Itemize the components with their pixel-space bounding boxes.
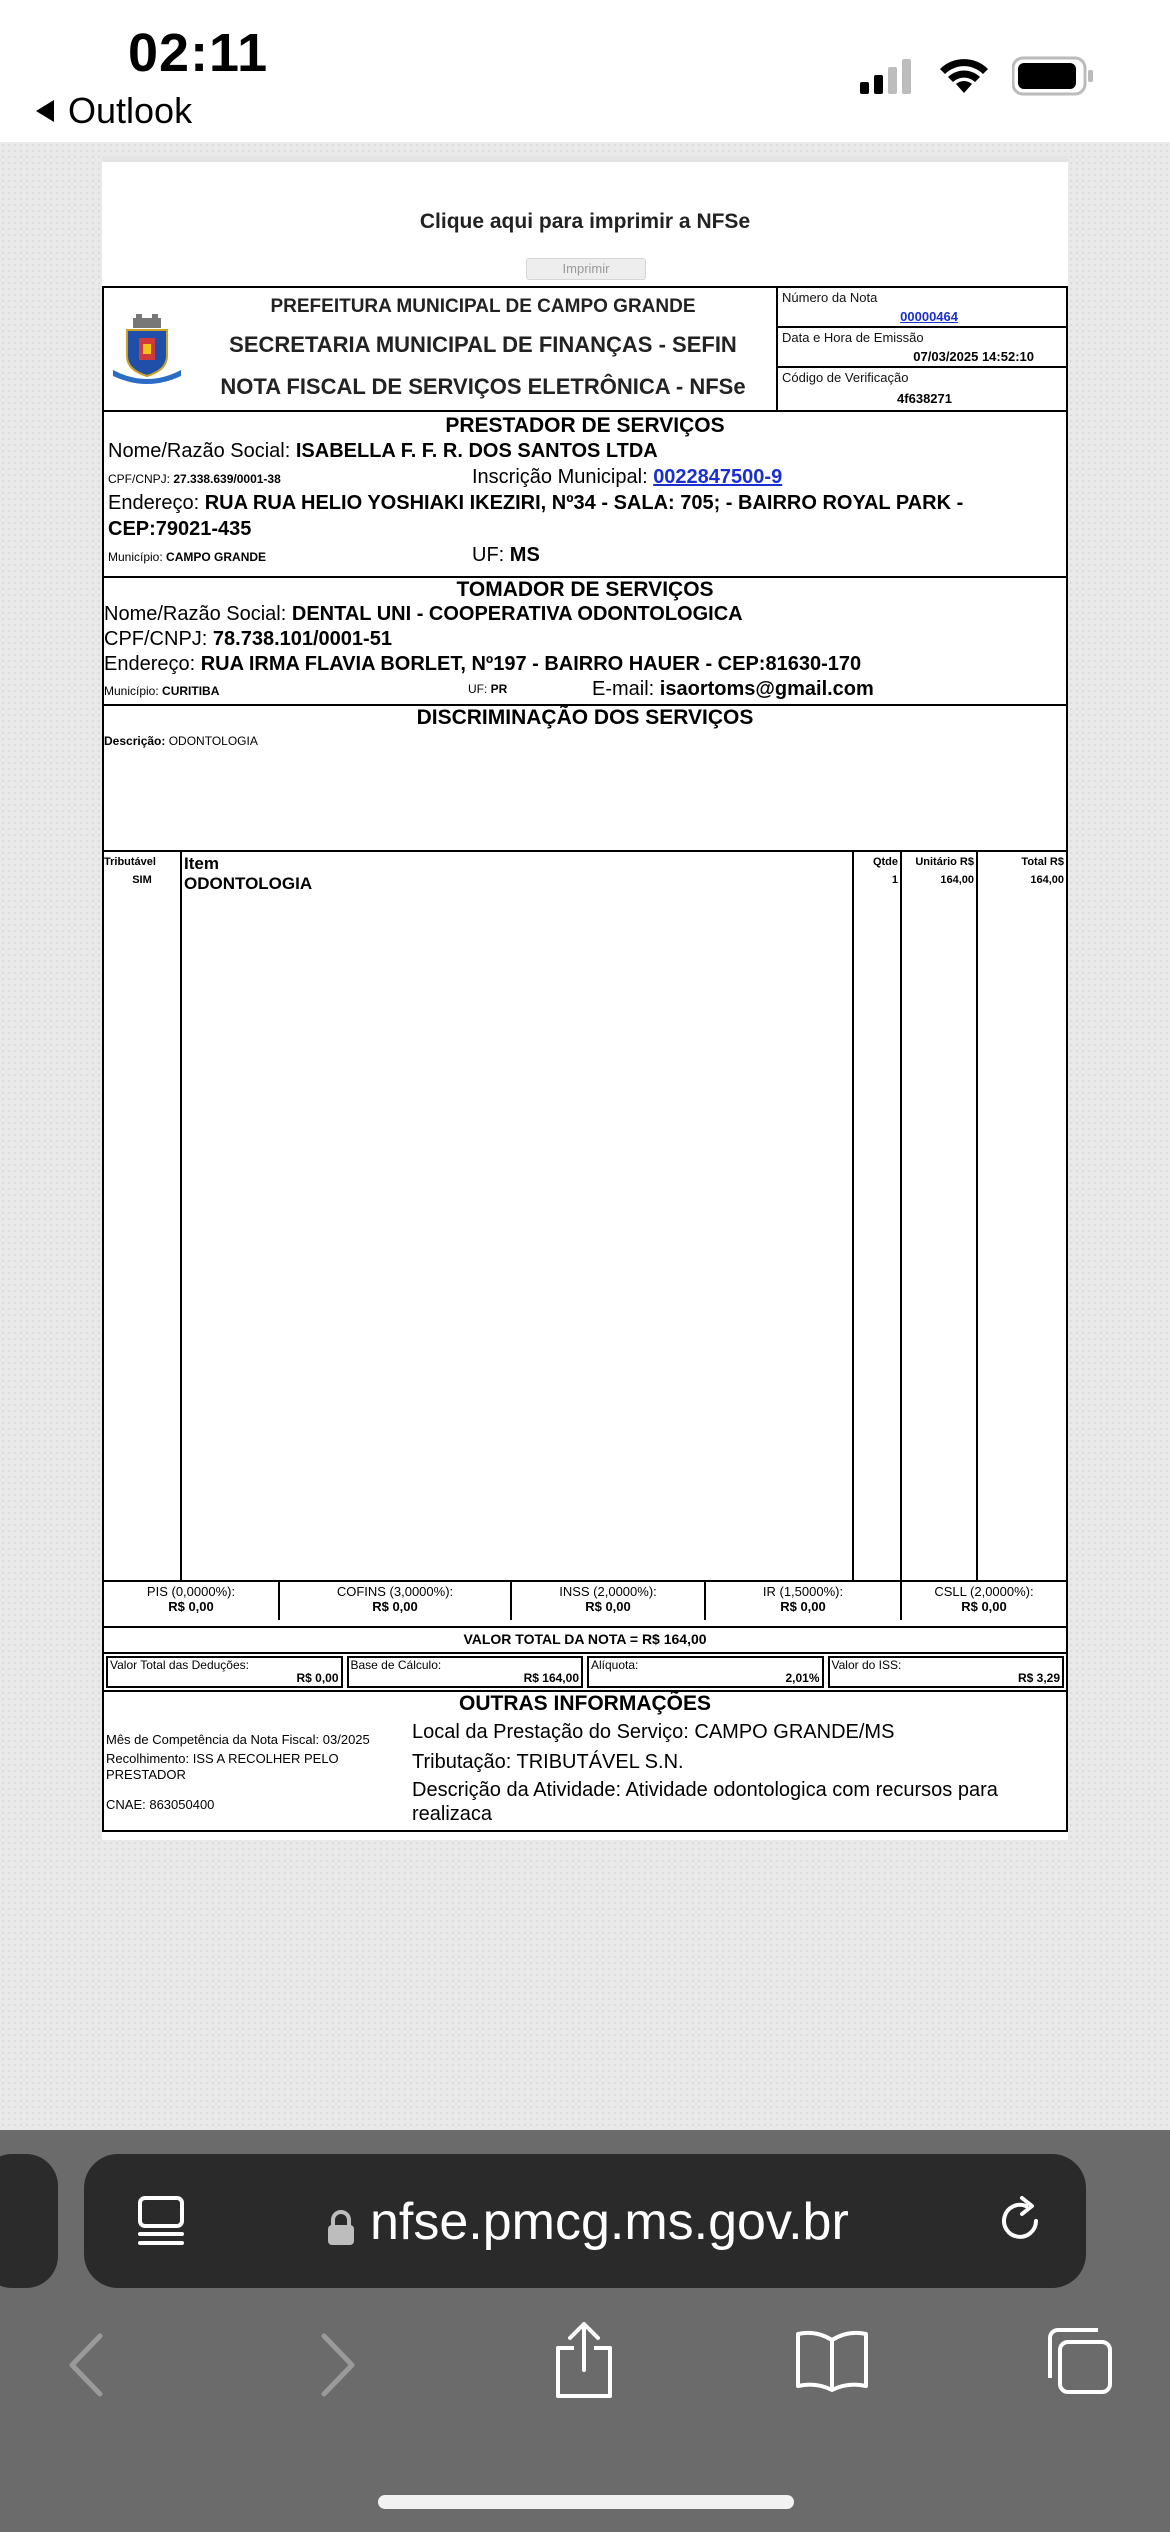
tomador-endereco bbox=[104, 652, 1066, 677]
prestador-municipio bbox=[108, 542, 1062, 568]
prestador-uf bbox=[472, 542, 540, 568]
verificacao-value: 4f638271 bbox=[897, 391, 952, 406]
aliquota-label: Alíquota: bbox=[591, 1658, 639, 1672]
prestador-cnpj-value: 27.338.639/0001-38 bbox=[173, 472, 281, 486]
header-total: Total R$ bbox=[1021, 856, 1064, 868]
descricao-value: ODONTOLOGIA bbox=[168, 734, 258, 748]
aliquota-box bbox=[587, 1656, 824, 1688]
page-menu-icon bbox=[134, 2194, 188, 2248]
tomador-email-value: isaortoms@gmail.com bbox=[659, 678, 874, 700]
col-total bbox=[978, 852, 1066, 1580]
previous-tab-preview[interactable] bbox=[0, 2154, 58, 2288]
col-item bbox=[182, 852, 854, 1580]
aliquota-value: 2,01% bbox=[785, 1671, 820, 1685]
prestador-municipio-label: Município: bbox=[108, 550, 167, 564]
tax-cofins-value: R$ 0,00 bbox=[372, 1599, 418, 1614]
prestador-nome-label: Nome/Razão Social: bbox=[108, 440, 296, 462]
status-icons bbox=[860, 56, 1094, 96]
tax-inss-value: R$ 0,00 bbox=[585, 1599, 631, 1614]
outras-left bbox=[106, 1732, 406, 1812]
tax-cofins bbox=[280, 1582, 512, 1620]
back-triangle-icon bbox=[36, 100, 54, 122]
tax-pis-label: PIS (0,0000%): bbox=[146, 1584, 236, 1599]
deducoes-value: R$ 0,00 bbox=[296, 1671, 339, 1685]
prestador-endereco-value: RUA RUA HELIO YOSHIAKI IKEZIRI, Nº34 - SALA: 705; - BAIRRO ROYAL PARK - CEP:79021-435 bbox=[108, 492, 964, 540]
tomador-uf-label: UF: bbox=[468, 682, 491, 696]
prestador-uf-label: UF: bbox=[472, 544, 510, 566]
col-tributavel bbox=[104, 852, 182, 1580]
nfse-document bbox=[102, 156, 1068, 1840]
row-tributavel: SIM bbox=[132, 874, 152, 886]
prestador-title: PRESTADOR DE SERVIÇOS bbox=[445, 414, 725, 437]
tomador-uf-value: PR bbox=[490, 682, 508, 696]
tomador-cnpj bbox=[104, 627, 1066, 652]
chevron-left-icon bbox=[62, 2330, 112, 2400]
header-qtde: Qtde bbox=[872, 856, 898, 868]
tabs-icon bbox=[1044, 2326, 1114, 2396]
reader-mode-button[interactable] bbox=[134, 2194, 188, 2253]
prestador-uf-value: MS bbox=[509, 544, 540, 566]
prestador-im-label: Inscrição Municipal: bbox=[472, 466, 654, 488]
tabs-button[interactable] bbox=[1044, 2326, 1114, 2401]
cellular-signal-icon bbox=[860, 58, 916, 94]
verificacao-label: Código de Verificação bbox=[782, 370, 909, 385]
valor-total-nota: VALOR TOTAL DA NOTA = R$ 164,00 bbox=[104, 1626, 1066, 1652]
prestador-section bbox=[104, 412, 1066, 578]
clock: 02:11 bbox=[128, 23, 269, 83]
tax-ir-value: R$ 0,00 bbox=[780, 1599, 826, 1614]
outras-title: OUTRAS INFORMAÇÕES bbox=[459, 1692, 711, 1715]
emissao-label: Data e Hora de Emissão bbox=[782, 330, 924, 345]
book-icon bbox=[794, 2328, 870, 2394]
tax-cofins-label: COFINS (3,0000%): bbox=[336, 1584, 454, 1599]
prefeitura-title: PREFEITURA MUNICIPAL DE CAMPO GRANDE bbox=[270, 296, 696, 317]
tax-csll-value: R$ 0,00 bbox=[961, 1599, 1007, 1614]
header-item: Item bbox=[184, 854, 219, 873]
base-calculo-label: Base de Cálculo: bbox=[350, 1658, 442, 1672]
wifi-icon bbox=[938, 57, 990, 95]
tomador-endereco-label: Endereço: bbox=[104, 653, 201, 675]
prestador-nome-value: ISABELLA F. F. R. DOS SANTOS LTDA bbox=[295, 440, 658, 462]
numero-nota-cell bbox=[778, 288, 1066, 328]
tomador-municipio-label: Município: bbox=[104, 684, 163, 698]
lock-icon bbox=[326, 2210, 356, 2251]
back-button[interactable] bbox=[62, 2330, 112, 2405]
descricao-label: Descrição: bbox=[104, 734, 169, 748]
coat-of-arms-icon bbox=[111, 314, 183, 384]
home-indicator[interactable] bbox=[378, 2495, 794, 2509]
prestador-endereco-label: Endereço: bbox=[108, 492, 205, 514]
prestador-endereco bbox=[108, 490, 1062, 542]
tomador-uf bbox=[468, 677, 507, 702]
tributacao: Tributação: TRIBUTÁVEL S.N. bbox=[412, 1751, 684, 1773]
header-tributavel: Tributável bbox=[104, 856, 156, 868]
prestador-nome bbox=[108, 438, 1062, 464]
print-button[interactable]: Imprimir bbox=[526, 258, 646, 280]
tomador-municipio bbox=[104, 677, 1066, 702]
tax-ir bbox=[706, 1582, 902, 1620]
nota-meta bbox=[776, 288, 1066, 410]
valor-iss-label: Valor do ISS: bbox=[831, 1658, 902, 1672]
tomador-section bbox=[104, 578, 1066, 706]
tax-ir-label: IR (1,5000%): bbox=[762, 1584, 844, 1599]
tomador-nome-value: DENTAL UNI - COOPERATIVA ODONTOLOGICA bbox=[291, 603, 743, 625]
nota-fiscal bbox=[102, 286, 1068, 1832]
competencia: Mês de Competência da Nota Fiscal: 03/2025 bbox=[106, 1732, 370, 1747]
share-button[interactable] bbox=[552, 2320, 616, 2405]
outras-right bbox=[412, 1718, 1052, 1826]
verificacao-cell bbox=[778, 368, 1066, 408]
tomador-title: TOMADOR DE SERVIÇOS bbox=[456, 578, 714, 601]
nota-title: NOTA FISCAL DE SERVIÇOS ELETRÔNICA - NFSe bbox=[220, 374, 746, 399]
col-unitario bbox=[902, 852, 978, 1580]
descricao-atividade: Descrição da Atividade: Atividade odontologica com recursos para realizaca bbox=[412, 1779, 998, 1825]
row-total: 164,00 bbox=[1030, 874, 1064, 886]
numero-nota-link[interactable]: 00000464 bbox=[900, 309, 958, 324]
share-icon bbox=[552, 2320, 616, 2400]
tomador-endereco-value: RUA IRMA FLAVIA BORLET, Nº197 - BAIRRO HAUER - CEP:81630-170 bbox=[200, 653, 862, 675]
status-bar bbox=[0, 0, 1170, 142]
battery-icon bbox=[1012, 56, 1094, 96]
base-calculo-box bbox=[347, 1656, 584, 1688]
reload-icon bbox=[994, 2194, 1048, 2248]
tomador-cnpj-value: 78.738.101/0001-51 bbox=[212, 628, 392, 650]
tomador-email bbox=[592, 677, 874, 702]
recolhimento: Recolhimento: ISS A RECOLHER PELO PRESTADOR bbox=[106, 1751, 339, 1782]
back-app-label: Outlook bbox=[68, 90, 193, 131]
forward-button[interactable] bbox=[312, 2330, 362, 2405]
reload-button[interactable] bbox=[994, 2194, 1048, 2253]
prestador-municipio-value: CAMPO GRANDE bbox=[166, 550, 267, 564]
row-qtde: 1 bbox=[891, 874, 898, 886]
header-unitario: Unitário R$ bbox=[915, 856, 974, 868]
city-coat-of-arms bbox=[104, 288, 190, 410]
outras-informacoes-section bbox=[104, 1692, 1066, 1830]
discriminacao-title: DISCRIMINAÇÃO DOS SERVIÇOS bbox=[416, 706, 754, 729]
numero-nota-label: Número da Nota bbox=[782, 290, 878, 305]
taxes-row bbox=[104, 1580, 1066, 1620]
base-calculo-value: R$ 164,00 bbox=[523, 1671, 579, 1685]
prestador-docs bbox=[108, 464, 1062, 490]
chevron-right-icon bbox=[312, 2330, 362, 2400]
tomador-nome-label: Nome/Razão Social: bbox=[104, 603, 292, 625]
local-prestacao: Local da Prestação do Serviço: CAMPO GRANDE/MS bbox=[412, 1721, 895, 1743]
prestador-im bbox=[472, 464, 782, 490]
tomador-cnpj-label: CPF/CNPJ: bbox=[104, 628, 213, 650]
items-table bbox=[104, 852, 1066, 1580]
tomador-nome bbox=[104, 602, 1066, 627]
issuer-titles bbox=[190, 288, 776, 410]
values-row bbox=[104, 1652, 1066, 1692]
tomador-email-label: E-mail: bbox=[592, 678, 660, 700]
emissao-value: 07/03/2025 14:52:10 bbox=[913, 349, 1034, 364]
browser-toolbar bbox=[0, 2130, 1170, 2532]
deducoes-box bbox=[106, 1656, 343, 1688]
tax-pis-value: R$ 0,00 bbox=[168, 1599, 214, 1614]
row-item: ODONTOLOGIA bbox=[184, 874, 313, 893]
tax-pis bbox=[104, 1582, 280, 1620]
row-unitario: 164,00 bbox=[940, 874, 974, 886]
secretaria-title: SECRETARIA MUNICIPAL DE FINANÇAS - SEFIN bbox=[229, 332, 737, 357]
url-text: nfse.pmcg.ms.gov.br bbox=[370, 2193, 849, 2251]
nota-header bbox=[104, 288, 1066, 412]
tax-inss bbox=[512, 1582, 706, 1620]
tax-inss-label: INSS (2,0000%): bbox=[559, 1584, 657, 1599]
descricao bbox=[104, 734, 1066, 748]
col-qtde bbox=[854, 852, 902, 1580]
address-bar[interactable] bbox=[84, 2154, 1086, 2288]
emissao-cell bbox=[778, 328, 1066, 368]
back-to-app-button[interactable] bbox=[36, 90, 192, 132]
print-link[interactable]: Clique aqui para imprimir a NFSe bbox=[419, 210, 751, 233]
prestador-im-link[interactable]: 0022847500-9 bbox=[653, 466, 783, 488]
tax-csll-label: CSLL (2,0000%): bbox=[934, 1584, 1034, 1599]
cnae: CNAE: 863050400 bbox=[106, 1797, 215, 1812]
tax-csll bbox=[902, 1582, 1066, 1620]
tomador-municipio-value: CURITIBA bbox=[162, 684, 220, 698]
bookmarks-button[interactable] bbox=[794, 2328, 870, 2399]
discriminacao-section bbox=[104, 706, 1066, 852]
valor-iss-value: R$ 3,29 bbox=[1017, 1671, 1060, 1685]
valor-iss-box bbox=[828, 1656, 1065, 1688]
prestador-cnpj-label: CPF/CNPJ: bbox=[108, 472, 174, 486]
deducoes-label: Valor Total das Deduções: bbox=[110, 1658, 249, 1672]
